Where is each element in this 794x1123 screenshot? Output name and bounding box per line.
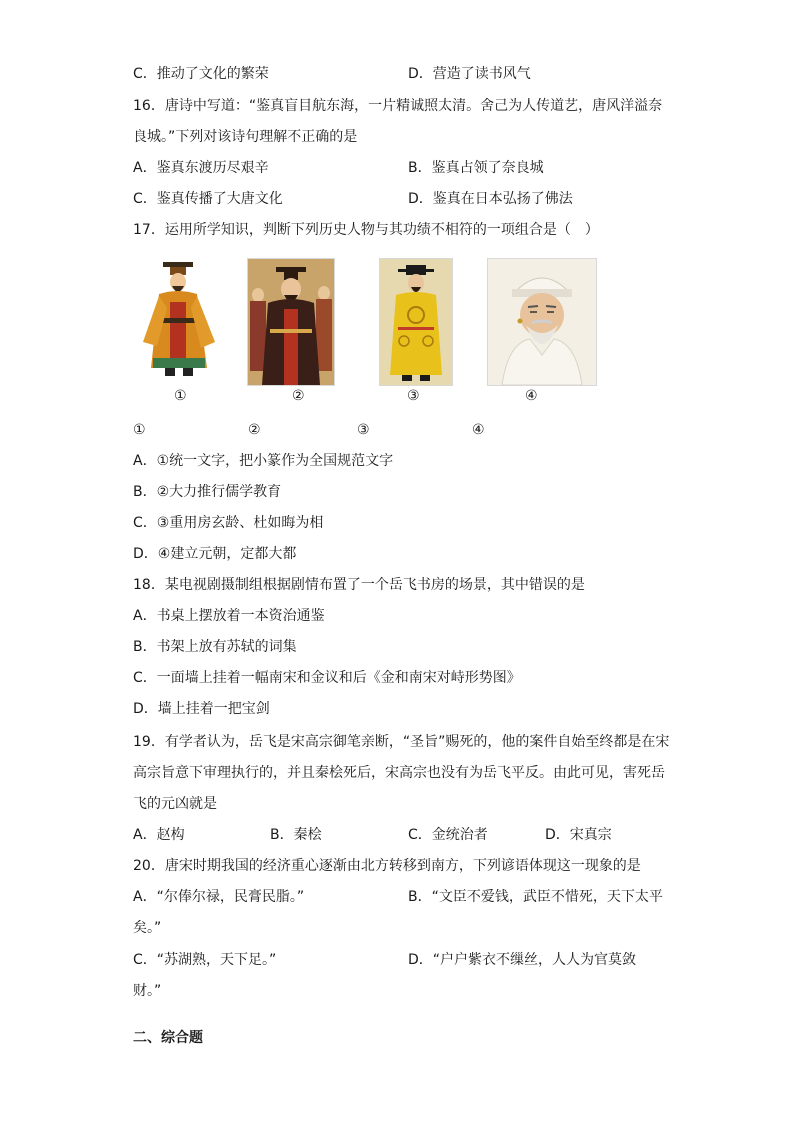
portrait-1-image [137,258,223,384]
emperor-figure-icon [137,258,223,384]
q19-stem-line1: 19．有学者认为，岳飞是宋高宗御笔亲断，“圣旨”赐死的，他的案件自始至终都是在宋 [133,734,670,750]
q19-option-b: B．秦桧 [270,827,322,843]
q16-option-b: B．鉴真占领了奈良城 [408,160,544,176]
q16-stem-line1: 16．唐诗中写道：“鉴真盲目航东海，一片精诚照太清。舍己为人传道艺，唐风洋溢奈 [133,98,663,114]
q16-option-c: C．鉴真传播了大唐文化 [133,191,283,207]
q20-option-c: C．“苏湖熟，天下足。” [133,952,277,968]
q19-option-a: A．赵构 [133,827,185,843]
portrait-4-image [487,258,597,386]
q17-marker-2: ② [248,422,261,438]
q17-option-a: A．①统一文字，把小篆作为全国规范文字 [133,453,394,469]
portrait-1-caption: ① [174,388,187,404]
q17-option-c: C．③重用房玄龄、杜如晦为相 [133,515,324,531]
q17-marker-3: ③ [357,422,370,438]
q16-option-d: D．鉴真在日本弘扬了佛法 [408,191,573,207]
q15-option-d: D．营造了读书风气 [408,66,531,82]
mongol-ruler-portrait-icon [488,259,596,385]
q20-option-b-line1: B．“文臣不爱钱，武臣不惜死，天下太平 [408,889,663,905]
portrait-4-caption: ④ [525,388,538,404]
q20-stem: 20．唐宋时期我国的经济重心逐渐由北方转移到南方，下列谚语体现这一现象的是 [133,858,641,874]
q19-option-d: D．宋真宗 [545,827,612,843]
q15-option-c: C．推动了文化的繁荣 [133,66,269,82]
q17-marker-4: ④ [472,422,485,438]
q19-stem-line3: 飞的元凶就是 [133,796,217,812]
q16-stem-line2: 良城。”下列对该诗句理解不正确的是 [133,129,358,145]
portrait-3-caption: ③ [407,388,420,404]
portrait-3-image [379,258,453,386]
q18-option-a: A．书桌上摆放着一本资治通鉴 [133,608,325,624]
portrait-2-caption: ② [292,388,305,404]
emperor-painting-icon [248,259,334,385]
q17-option-b: B．②大力推行儒学教育 [133,484,282,500]
q20-option-d-line2: 财。” [133,983,162,999]
q16-option-a: A．鉴真东渡历尽艰辛 [133,160,269,176]
portrait-2-image [247,258,335,386]
q18-stem: 18．某电视剧摄制组根据剧情布置了一个岳飞书房的场景，其中错误的是 [133,577,585,593]
q17-marker-1: ① [133,422,146,438]
q20-option-d-line1: D．“户户紫衣不缫丝，人人为官莫敛 [408,952,637,968]
q20-option-a: A．“尔俸尔禄，民膏民脂。” [133,889,305,905]
q17-option-d: D．④建立元朝，定都大都 [133,546,297,562]
q18-option-c: C．一面墙上挂着一幅南宋和金议和后《金和南宋对峙形势图》 [133,670,521,686]
emperor-yellow-robe-icon [380,259,452,385]
q20-option-b-line2: 矣。” [133,920,162,936]
q18-option-d: D．墙上挂着一把宝剑 [133,701,270,717]
q19-option-c: C．金统治者 [408,827,488,843]
q17-stem: 17．运用所学知识，判断下列历史人物与其功绩不相符的一项组合是（ ） [133,222,599,238]
q19-stem-line2: 高宗旨意下审理执行的，并且秦桧死后，宋高宗也没有为岳飞平反。由此可见，害死岳 [133,765,665,781]
section-2-title: 二、综合题 [133,1030,203,1046]
q18-option-b: B．书架上放有苏轼的词集 [133,639,297,655]
